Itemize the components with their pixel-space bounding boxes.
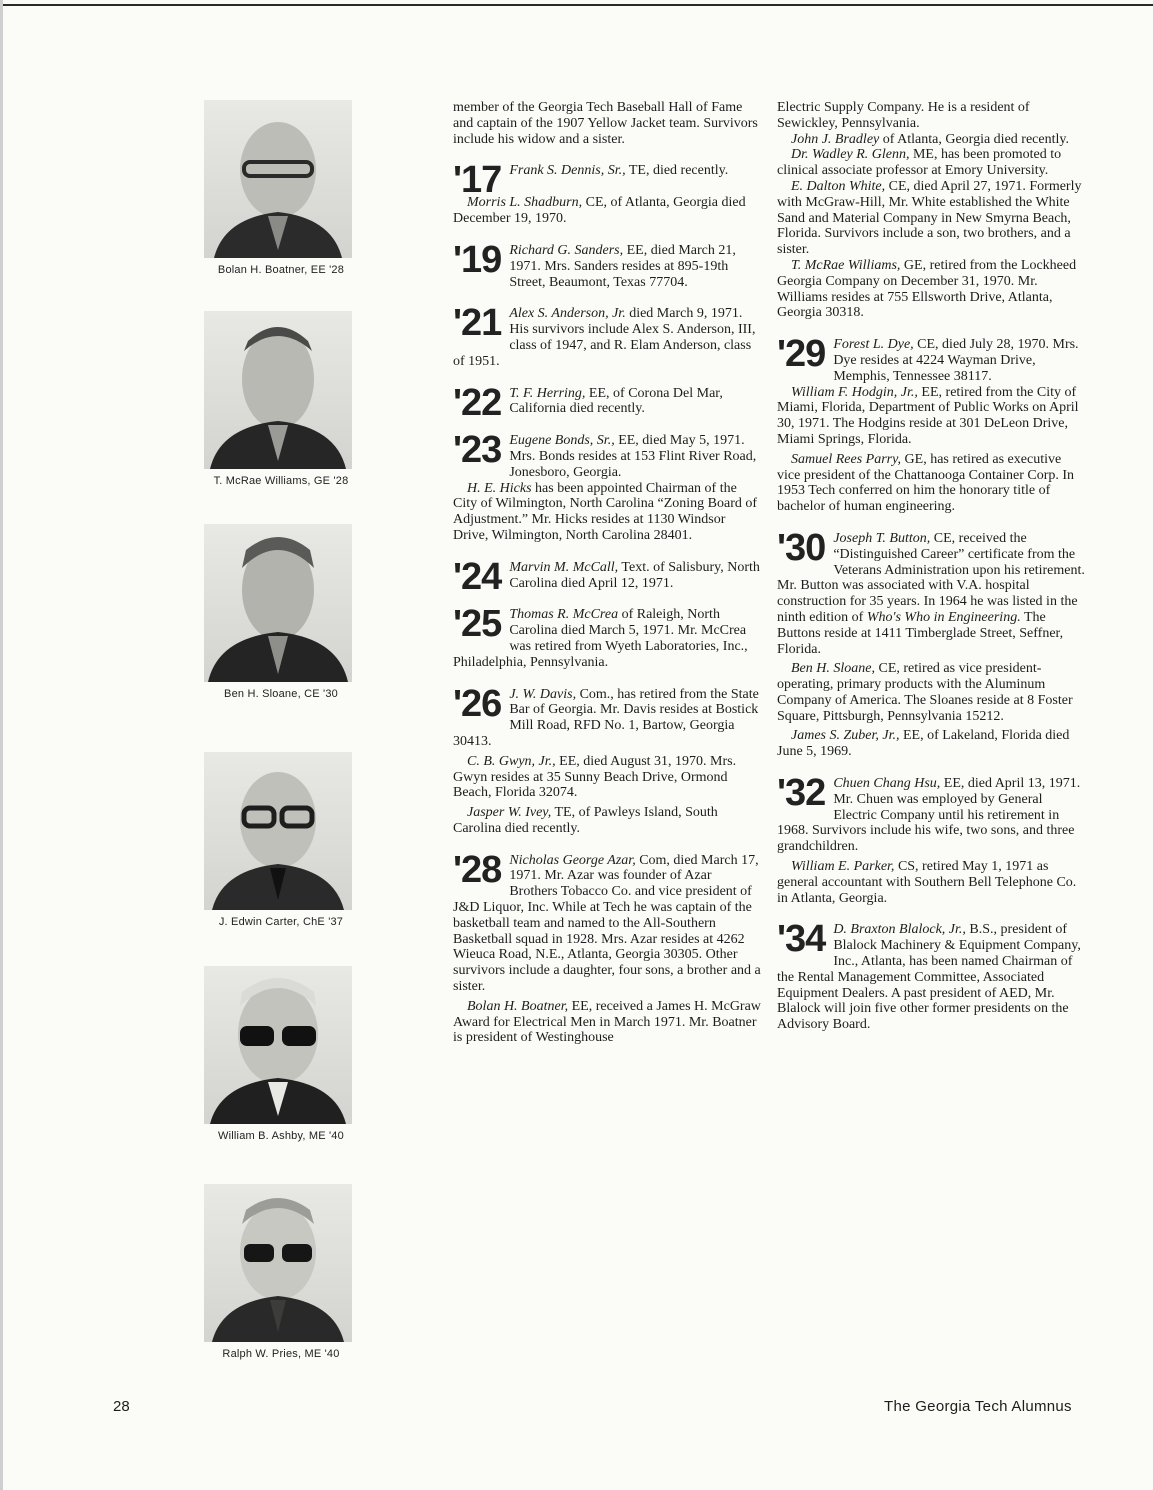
- alumnus-name: Alex S. Anderson, Jr.: [509, 306, 626, 322]
- class-year: '34: [777, 918, 826, 961]
- photo-caption: Ben H. Sloane, CE '30: [224, 688, 338, 700]
- class-entry-34: [777, 918, 1087, 1033]
- photo-williams: [186, 311, 376, 487]
- entry-text: of Atlanta, Georgia died recently.: [879, 131, 1069, 147]
- class-entry-24: [453, 555, 763, 598]
- photo-caption: J. Edwin Carter, ChE '37: [218, 916, 344, 928]
- alumnus-name: Thomas R. McCrea: [509, 607, 619, 623]
- entry-text: CS, retired May 1, 1971 as general accountant with Southern Bell Telephone Co. in Atlanta, Georgia.: [777, 859, 1077, 906]
- class-year: '24: [453, 555, 502, 598]
- text-column-middle: [453, 100, 763, 1046]
- class-entry-25: [453, 603, 763, 670]
- entry-text: CE, died July 28, 1970. Mrs. Dye resides at 4224 Wayman Drive, Memphis, Tennessee 38117.: [833, 337, 1079, 384]
- photo-caption: Ralph W. Pries, ME '40: [222, 1348, 340, 1360]
- alumnus-name: James S. Zuber, Jr.,: [791, 728, 900, 744]
- alumnus-name: William E. Parker,: [791, 859, 895, 875]
- entry-text: ME, has been promoted to clinical associate professor at Emory University.: [777, 147, 1062, 179]
- entry-text: EE, died April 13, 1971. Mr. Chuen was employed by General Electric Company until his retirement in 1968. Survivors include his wife, two sons, and three grandchildren.: [777, 776, 1081, 855]
- class-year: '23: [453, 429, 502, 472]
- photo-caption: William B. Ashby, ME '40: [218, 1130, 344, 1142]
- portrait-image: [204, 966, 352, 1124]
- entry-text: CE, retired as vice president-operating, primary products with the Aluminum Company of America. The Sloanes reside at 8 Foster Square, Pittsburgh, Pennsylvania 15212.: [777, 661, 1073, 724]
- entry-text: EE, died August 31, 1970. Mrs. Gwyn resides at 35 Sunny Beach Drive, Ormond Beach, Florida 32074.: [453, 753, 737, 801]
- class-entry-23: [453, 429, 763, 544]
- portrait-image: [204, 1184, 352, 1342]
- alumnus-name: John J. Bradley: [791, 131, 880, 147]
- class-entry-30: [777, 526, 1087, 760]
- portrait-image: [204, 100, 352, 258]
- entry-text: The Buttons reside at 1411 Timberglade Street, Seffner, Florida.: [777, 609, 1064, 657]
- alumnus-name: T. McRae Williams,: [791, 257, 901, 273]
- class-year: '30: [777, 526, 826, 569]
- class-year: '28: [453, 848, 502, 891]
- class-year: '21: [453, 302, 502, 345]
- entry-text: Text. of Salisbury, North Carolina died April 12, 1971.: [509, 559, 760, 591]
- entry-text: EE, died March 21, 1971. Mrs. Sanders resides at 895-19th Street, Beaumont, Texas 77704.: [509, 242, 736, 290]
- entry-text: has been appointed Chairman of the City of Wilmington, North Carolina “Zoning Board of Adjustment.” Mr. Hicks resides at 1130 Windsor Drive, Wilmington, North Carolina 28401.: [453, 480, 758, 543]
- alumnus-name: Bolan H. Boatner,: [467, 998, 569, 1014]
- class-entry-21: [453, 302, 763, 369]
- photo-sloane: [186, 524, 376, 700]
- portrait-image: [204, 524, 352, 682]
- entry-text: EE, retired from the City of Miami, Florida, Department of Public Works on April 30, 1971. The Hodgins reside at 301 DeLeon Drive, Miami Springs, Florida.: [777, 384, 1079, 447]
- continued-text: member of the Georgia Tech Baseball Hall of Fame and captain of the 1907 Yellow Jacket team. Survivors include his widow and a sister.: [453, 100, 758, 147]
- alumnus-name: Samuel Rees Parry,: [791, 451, 902, 467]
- alumnus-name: C. B. Gwyn, Jr.,: [467, 753, 556, 769]
- class-entry-26: [453, 682, 763, 837]
- entry-text: GE, retired from the Lockheed Georgia Company on December 31, 1970. Mr. Williams resides at 755 Ellsworth Drive, Atlanta, Georgia 30318.: [777, 257, 1077, 321]
- alumnus-name: Richard G. Sanders,: [509, 242, 624, 258]
- class-year: '29: [777, 333, 826, 376]
- class-entry-32: [777, 772, 1087, 906]
- class-entry-29: [777, 333, 1087, 515]
- entry-text: CE, died April 27, 1971. Formerly with McGraw-Hill, Mr. White established the White Sand and Material Company in New Smyrna Beach, Florida. Survivors include a son, two brothers, and a sister.: [777, 178, 1082, 258]
- entry-continued: [777, 100, 1087, 321]
- publication-title: The Georgia Tech Alumnus: [884, 1398, 1072, 1415]
- photo-carter: [186, 752, 376, 928]
- alumnus-name: Eugene Bonds, Sr.,: [509, 433, 615, 449]
- entry-text: TE, died recently.: [625, 163, 729, 179]
- page-number: 28: [113, 1398, 130, 1415]
- portrait-image: [204, 752, 352, 910]
- class-year: '25: [453, 603, 502, 646]
- page-edge: [0, 0, 3, 1490]
- class-entry-22: [453, 381, 763, 424]
- class-year: '32: [777, 772, 826, 815]
- alumnus-name: Jasper W. Ivey,: [467, 805, 552, 821]
- alumnus-name: Nicholas George Azar,: [509, 852, 636, 868]
- class-year: '19: [453, 238, 502, 281]
- book-title: Who's Who in Engineering.: [866, 609, 1021, 625]
- alumnus-name: E. Dalton White,: [791, 178, 886, 194]
- photo-boatner: [186, 100, 376, 276]
- entry-text: CE, received the “Distinguished Career” certificate from the Veterans Administration upon his retirement. Mr. Button was associated with V.A. hospital construction for 35 years. In 1964 he was listed in the ninth edition of: [777, 530, 1085, 625]
- alumnus-name: Chuen Chang Hsu,: [833, 776, 941, 792]
- entry-text: CE, of Atlanta, Georgia died December 19, 1970.: [453, 195, 746, 227]
- alumnus-name: Frank S. Dennis, Sr.,: [509, 163, 626, 179]
- text-column-right: [777, 100, 1087, 1033]
- entry-text: GE, has retired as executive vice president of the Chattanooga Container Corp. In 1953 Tech conferred on him the honorary title of bachelor of human engineering.: [777, 451, 1075, 515]
- entry-text: EE, received a James H. McGraw Award for Electrical Men in March 1971. Mr. Boatner is president of Westinghouse: [453, 998, 761, 1046]
- alumnus-name: Morris L. Shadburn,: [467, 195, 583, 211]
- alumnus-name: T. F. Herring,: [509, 385, 586, 401]
- continued-text: Electric Supply Company. He is a resident of Sewickley, Pennsylvania.: [777, 100, 1030, 131]
- class-entry-19: [453, 238, 763, 290]
- photo-caption: Bolan H. Boatner, EE '28: [217, 264, 345, 276]
- entry-text: of Raleigh, North Carolina died March 5, 1971. Mr. McCrea was retired from Wyeth Laboratories, Inc., Philadelphia, Pennsylvania.: [453, 607, 748, 670]
- photo-caption: T. McRae Williams, GE '28: [213, 475, 349, 487]
- alumnus-name: William F. Hodgin, Jr.,: [791, 384, 918, 400]
- class-entry-28: [453, 848, 763, 1047]
- class-year: '26: [453, 682, 502, 725]
- photo-pries: [186, 1184, 376, 1360]
- photo-ashby: [186, 966, 376, 1142]
- alumnus-name: Forest L. Dye,: [833, 337, 914, 353]
- entry-text: B.S., president of Blalock Machinery & Equipment Company, Inc., Atlanta, has been named Chairman of the Rental Management Committee, Associated Equipment Dealers. A past president of AED, Mr. Blalock will join five other former presidents on the Advisory Board.: [777, 922, 1081, 1033]
- class-year: '17: [453, 159, 502, 202]
- class-year: '22: [453, 381, 502, 424]
- alumnus-name: Joseph T. Button,: [833, 530, 931, 546]
- alumnus-name: J. W. Davis,: [509, 686, 577, 702]
- class-entry-17: [453, 159, 763, 227]
- alumnus-name: Marvin M. McCall,: [509, 559, 619, 575]
- entry-text: Com, died March 17, 1971. Mr. Azar was founder of Azar Brothers Tobacco Co. and vice president of J&D Liquor, Inc. While at Tech he was captain of the basketball team and named to the All-Southern Basketball squad in 1928. Mrs. Azar resides at 4262 Wieuca Road, N.E., Atlanta, Georgia 30305. Other survivors include a daughter, four sons, a brother and a sister.: [453, 852, 761, 995]
- portrait-image: [204, 311, 352, 469]
- entry-text: died March 9, 1971. His survivors include Alex S. Anderson, III, class of 1947, and R. Elam Anderson, class of 1951.: [453, 306, 756, 369]
- entry-continued: [453, 100, 763, 147]
- entry-text: EE, died May 5, 1971. Mrs. Bonds resides at 153 Flint River Road, Jonesboro, Georgia.: [509, 433, 757, 480]
- alumnus-name: Dr. Wadley R. Glenn,: [791, 147, 910, 163]
- alumnus-name: Ben H. Sloane,: [791, 661, 875, 677]
- alumnus-name: H. E. Hicks: [467, 480, 532, 496]
- entry-text: Com., has retired from the State Bar of Georgia. Mr. Davis resides at Bostick Mill Road, RFD No. 1, Bartow, Georgia 30413.: [453, 686, 759, 749]
- entry-text: TE, of Pawleys Island, South Carolina died recently.: [453, 805, 718, 836]
- entry-text: EE, of Corona Del Mar, California died recently.: [509, 385, 723, 417]
- entry-text: EE, of Lakeland, Florida died June 5, 1969.: [777, 728, 1070, 760]
- top-rule: [0, 4, 1153, 6]
- alumnus-name: D. Braxton Blalock, Jr.,: [833, 922, 966, 938]
